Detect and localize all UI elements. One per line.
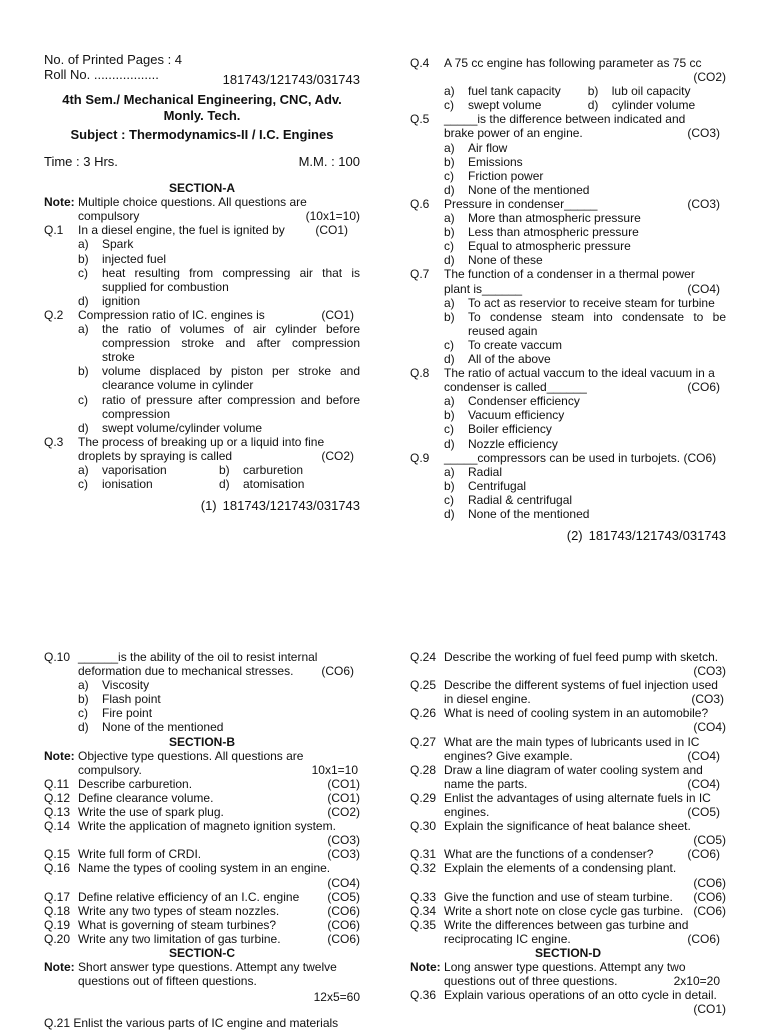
question-text: Write the differences between gas turbine and [444, 917, 689, 932]
question-number: Q.36 [410, 988, 437, 1003]
option-letter: d) [444, 436, 455, 451]
course-outcome: (CO3) [693, 664, 726, 679]
question-number: Q.5 [410, 112, 430, 127]
question-number: Q.32 [410, 861, 437, 876]
option-text: Radial & centrifugal [468, 492, 573, 507]
question-text: The function of a condenser in a thermal power [444, 267, 695, 282]
question-number: Q.3 [44, 434, 64, 449]
course-outcome: (CO3) [691, 692, 724, 707]
question-5-options [444, 141, 726, 197]
question-number: Q.27 [410, 734, 437, 749]
option-letter: d) [587, 98, 599, 113]
option-letter: b) [444, 154, 455, 169]
semester-text: 4th Sem./ Mechanical Engineering, CNC, Adv. [62, 92, 342, 107]
option-letter: c) [444, 239, 454, 254]
option-text: None of these [468, 253, 543, 268]
question-text: Enlist the advantages of using alternate fuels in IC [444, 790, 711, 805]
question-text-2: reciprocating IC engine. [444, 931, 571, 946]
course-outcome: (CO3) [687, 196, 720, 211]
question-3-options [78, 463, 360, 491]
option-text: ionisation [102, 477, 153, 492]
roll-no: Roll No. .................. [44, 67, 159, 82]
question-number: Q.7 [410, 267, 430, 282]
question-5 [410, 112, 726, 140]
option-text: lub oil capacity [611, 84, 691, 99]
option-text: ratio of pressure after compression and before compression [102, 392, 360, 421]
option-text: Viscosity [102, 678, 150, 693]
section-a-title: SECTION-A [169, 181, 235, 196]
course-outcome: (CO6) [327, 917, 360, 932]
note-marks: 12x5=60 [313, 990, 360, 1005]
option-letter: d) [444, 253, 455, 268]
course-outcome: (CO6) [327, 903, 360, 918]
question-34 [410, 904, 726, 918]
paper-code: 181743/121743/031743 [222, 72, 360, 87]
page-4 [410, 650, 726, 1016]
option-text: heat resulting from compressing air that is supplied for combustion [102, 265, 360, 294]
note-label: Note: [410, 960, 441, 975]
question-text: ______is the ability of the oil to resist internal [78, 650, 318, 664]
option-text: Emissions [468, 154, 523, 169]
question-21-partial: Q.21 Enlist the various parts of IC engine and materials [44, 1016, 339, 1030]
question-number: Q.16 [44, 861, 71, 876]
question-text: In a diesel engine, the fuel is ignited by [78, 223, 285, 238]
question-number: Q.2 [44, 307, 64, 322]
note-text-2: questions out of fifteen questions. [78, 974, 257, 989]
option-text: fuel tank capacity [468, 84, 561, 99]
question-number: Q.28 [410, 762, 437, 777]
question-24 [410, 650, 726, 678]
course-outcome: (CO4) [693, 720, 726, 735]
question-31 [410, 847, 726, 861]
question-number: Q.9 [410, 450, 430, 465]
question-text: What are the functions of a condenser? [444, 847, 654, 862]
section-b-title: SECTION-B [169, 734, 235, 749]
option-letter: c) [444, 492, 454, 507]
option-text: To condense steam into condensate to be reused again [468, 309, 726, 338]
option-letter: d) [219, 477, 230, 492]
course-outcome: (CO6) [327, 931, 360, 946]
question-number: Q.29 [410, 790, 437, 805]
question-number: Q.12 [44, 790, 71, 805]
question-number: Q.31 [410, 847, 437, 862]
course-outcome: (CO1) [327, 790, 360, 805]
option-letter: b) [78, 364, 89, 379]
page-3 [44, 650, 360, 1004]
option-letter: c) [78, 265, 88, 280]
question-text-2: in diesel engine. [444, 692, 531, 707]
option-text: cylinder volume [611, 98, 696, 113]
question-text-2: plant is______ [444, 281, 523, 296]
question-15 [44, 847, 360, 861]
option-text: Less than atmospheric pressure [468, 225, 639, 240]
option-letter: b) [78, 251, 89, 266]
page-number: (2) [566, 528, 583, 544]
course-outcome: (CO2) [321, 448, 354, 463]
course-outcome: (CO1) [321, 307, 354, 322]
note-text-2: compulsory [78, 209, 140, 224]
question-7-options [444, 296, 726, 366]
option-text: volume displaced by piston per stroke and clearance volume in cylinder [102, 364, 360, 393]
question-text: Explain various operations of an otto cycle in detail. [444, 988, 717, 1003]
question-text: Pressure in condenser_____ [444, 196, 598, 211]
question-text-2: engines. [444, 805, 490, 820]
option-letter: c) [78, 477, 88, 492]
question-11 [44, 777, 360, 791]
option-letter: d) [444, 182, 455, 197]
question-8 [410, 366, 726, 394]
option-letter: b) [78, 692, 89, 707]
question-number: Q.24 [410, 650, 437, 664]
option-text: vaporisation [102, 462, 167, 477]
semester-line [44, 92, 360, 143]
question-text-2: brake power of an engine. [444, 126, 583, 141]
question-25 [410, 678, 726, 706]
page-footer [44, 499, 360, 513]
question-text: Explain the elements of a condensing plant. [444, 861, 677, 876]
question-text-2: engines? Give example. [444, 748, 573, 763]
footer-code: 181743/121743/031743 [588, 528, 726, 544]
question-number: Q.13 [44, 805, 71, 820]
option-text: To create vaccum [468, 337, 563, 352]
question-text: Explain the significance of heat balance sheet. [444, 819, 691, 834]
option-letter: d) [78, 720, 89, 735]
option-letter: a) [78, 462, 89, 477]
semester-text-2: Monly. Tech. [163, 108, 241, 123]
question-text: Write full form of CRDI. [78, 847, 202, 862]
question-7 [410, 267, 726, 295]
option-text: Flash point [102, 692, 161, 707]
option [78, 266, 360, 294]
note-marks: (10x1=10) [305, 209, 360, 224]
note-text: Long answer type questions. Attempt any two [444, 960, 686, 975]
option-text: Equal to atmospheric pressure [468, 239, 631, 254]
question-number: Q.25 [410, 678, 437, 693]
option-letter: a) [444, 140, 455, 155]
course-outcome: (CO2) [327, 805, 360, 820]
option-letter: b) [219, 462, 230, 477]
question-18 [44, 904, 360, 918]
course-outcome: (CO5) [327, 889, 360, 904]
question-text: What is governing of steam turbines? [78, 917, 277, 932]
question-text: What are the main types of lubricants used in IC [444, 734, 700, 749]
option-letter: c) [444, 168, 454, 183]
subject-title: Subject : Thermodynamics-II / I.C. Engines [70, 127, 334, 142]
option-letter: a) [78, 237, 89, 252]
question-text: _____is the difference between indicated and [444, 112, 686, 127]
section-d-title: SECTION-D [535, 945, 601, 960]
option [78, 294, 360, 308]
page-1 [44, 52, 360, 513]
max-marks: M.M. : 100 [298, 154, 360, 169]
option-text: All of the above [468, 351, 551, 366]
question-text: Define relative efficiency of an I.C. engine [78, 889, 300, 904]
option-letter: a) [444, 394, 455, 409]
question-4-options [444, 84, 726, 112]
option [78, 393, 360, 421]
option-text: Nozzle efficiency [468, 436, 558, 451]
option-letter: b) [444, 478, 455, 493]
option-text: None of the mentioned [102, 720, 224, 735]
question-number: Q.35 [410, 917, 437, 932]
option-letter: d) [78, 293, 89, 308]
course-outcome: (CO6) [687, 380, 720, 395]
question-2 [44, 308, 360, 322]
question-text: Describe carburetion. [78, 776, 193, 791]
question-number: Q.14 [44, 819, 71, 834]
question-number: Q.4 [410, 56, 430, 70]
option-text: swept volume/cylinder volume [102, 420, 263, 435]
question-number: Q.33 [410, 889, 437, 904]
option-letter: c) [444, 422, 454, 437]
question-number: Q.18 [44, 903, 71, 918]
question-10-options [78, 678, 360, 734]
option-text: Air flow [468, 140, 508, 155]
option-letter: c) [78, 706, 88, 721]
question-16 [44, 861, 360, 889]
printed-pages: No. of Printed Pages : 4 [44, 52, 183, 67]
question-20 [44, 932, 360, 946]
option-text: More than atmospheric pressure [468, 211, 641, 226]
question-text: A 75 cc engine has following parameter as 75 cc [444, 56, 702, 70]
option-letter: b) [444, 408, 455, 423]
question-text: Give the function and use of steam turbine. [444, 889, 673, 904]
question-1-options [78, 237, 360, 307]
option-text: Centrifugal [468, 478, 527, 493]
option-letter: a) [444, 211, 455, 226]
section-c-note [44, 960, 360, 1004]
note-marks: 2x10=20 [673, 974, 720, 989]
question-32 [410, 861, 726, 889]
question-3 [44, 435, 360, 463]
option-text: swept volume [468, 98, 542, 113]
course-outcome: (CO6) [693, 903, 726, 918]
question-35 [410, 918, 726, 946]
question-9-options [444, 465, 726, 521]
section-a-note [44, 195, 360, 223]
option-text: Spark [102, 237, 134, 252]
option-letter: a) [78, 678, 89, 693]
question-text-2: deformation due to mechanical stresses. [78, 664, 294, 679]
option-text: None of the mentioned [468, 507, 590, 521]
option-text: To act as reservior to receive steam for turbine [468, 295, 715, 310]
course-outcome: (CO4) [327, 875, 360, 890]
question-6 [410, 197, 726, 211]
option-text: Condenser efficiency [468, 394, 580, 409]
question-number: Q.6 [410, 196, 430, 211]
option-text: Radial [468, 464, 503, 479]
question-number: Q.10 [44, 650, 71, 664]
question-4 [410, 56, 726, 84]
question-10 [44, 650, 360, 678]
option-text: None of the mentioned [468, 182, 590, 197]
option-letter: d) [444, 507, 455, 521]
course-outcome: (CO5) [687, 805, 720, 820]
section-b-questions [44, 777, 360, 946]
question-28 [410, 763, 726, 791]
time: Time : 3 Hrs. [44, 154, 118, 169]
note-label: Note: [44, 195, 75, 210]
course-outcome: (CO1) [327, 776, 360, 791]
course-outcome: (CO4) [687, 748, 720, 763]
option-text: atomisation [243, 477, 305, 492]
question-number: Q.26 [410, 706, 437, 721]
question-29 [410, 791, 726, 819]
question-2-options [78, 322, 360, 435]
note-text: Short answer type questions. Attempt any twelve [78, 960, 337, 975]
question-text: Describe the different systems of fuel injection used [444, 678, 718, 693]
question-17 [44, 890, 360, 904]
option-text: carburetion [243, 462, 304, 477]
option-letter: a) [78, 322, 89, 337]
footer-code: 181743/121743/031743 [222, 498, 360, 514]
question-number: Q.30 [410, 819, 437, 834]
note-text-2: questions out of three questions. [444, 974, 618, 989]
course-outcome: (CO3) [327, 847, 360, 862]
question-33 [410, 890, 726, 904]
option-letter: a) [444, 295, 455, 310]
section-b-note [44, 749, 360, 777]
option-letter: c) [444, 337, 454, 352]
course-outcome: (CO6) [693, 889, 726, 904]
course-outcome: (CO4) [687, 281, 720, 296]
option-text: ignition [102, 293, 141, 308]
question-text-2: name the parts. [444, 776, 528, 791]
question-text: Write the application of magneto ignition system. [78, 819, 336, 834]
question-number: Q.19 [44, 917, 71, 932]
question-30 [410, 819, 726, 847]
question-9 [410, 451, 726, 465]
question-text: Write any two types of steam nozzles. [78, 903, 280, 918]
option-letter: a) [444, 464, 455, 479]
option [78, 421, 360, 435]
question-text-2: droplets by spraying is called [78, 448, 233, 463]
note-text-2: compulsory. [78, 762, 142, 777]
course-outcome: (CO3) [687, 126, 720, 141]
option-letter: d) [444, 351, 455, 366]
question-14 [44, 819, 360, 847]
option-text: injected fuel [102, 251, 167, 266]
question-text: What is need of cooling system in an automobile? [444, 706, 709, 721]
question-13 [44, 805, 360, 819]
option-letter: d) [78, 420, 89, 435]
option-text: Fire point [102, 706, 153, 721]
question-8-options [444, 394, 726, 450]
question-text: _____compressors can be used in turbojets. (CO6) [444, 450, 717, 465]
page-2 [410, 56, 726, 543]
section-c-title: SECTION-C [169, 945, 235, 960]
page-footer [410, 529, 726, 543]
question-text: Draw a line diagram of water cooling system and [444, 762, 703, 777]
time-marks-row [44, 155, 360, 169]
section-d-note [410, 960, 726, 988]
question-27 [410, 735, 726, 763]
question-number: Q.8 [410, 366, 430, 381]
course-outcome: (CO5) [693, 833, 726, 848]
course-outcome: (CO6) [687, 847, 720, 862]
option-text: Vacuum efficiency [468, 408, 565, 423]
option-letter: b) [444, 225, 455, 240]
note-label: Note: [44, 748, 75, 763]
option-text: the ratio of volumes of air cylinder before compression stroke and after compression stroke [102, 322, 360, 365]
question-text: Name the types of cooling system in an engine. [78, 861, 331, 876]
option [78, 237, 360, 251]
question-36 [410, 988, 726, 1016]
question-26 [410, 706, 726, 734]
option [78, 322, 360, 364]
paper-header [44, 52, 360, 87]
course-outcome: (CO1) [693, 1002, 726, 1017]
course-outcome: (CO6) [687, 931, 720, 946]
course-outcome: (CO6) [321, 664, 354, 679]
note-text: Multiple choice questions. All questions are [78, 195, 307, 210]
option-letter: c) [444, 98, 454, 113]
question-text: The ratio of actual vaccum to the ideal vacuum in a [444, 366, 715, 381]
option-text: Boiler efficiency [468, 422, 552, 437]
page-number: (1) [200, 498, 217, 514]
option-letter: c) [78, 392, 88, 407]
course-outcome: (CO3) [327, 833, 360, 848]
course-outcome: (CO4) [687, 776, 720, 791]
question-1 [44, 223, 360, 237]
option-letter: a) [444, 84, 455, 99]
question-number: Q.34 [410, 903, 437, 918]
question-12 [44, 791, 360, 805]
course-outcome: (CO6) [693, 875, 726, 890]
question-number: Q.17 [44, 889, 71, 904]
question-text: The process of breaking up or a liquid into fine [78, 434, 325, 449]
note-label: Note: [44, 960, 75, 975]
question-text: Compression ratio of IC. engines is [78, 307, 265, 322]
question-number: Q.15 [44, 847, 71, 862]
question-text: Describe the working of fuel feed pump with sketch. [444, 650, 719, 664]
question-text: Write any two limitation of gas turbine. [78, 931, 281, 946]
option-letter: b) [444, 309, 455, 324]
question-19 [44, 918, 360, 932]
option [78, 364, 360, 392]
question-number: Q.11 [44, 776, 70, 791]
question-text: Write the use of spark plug. [78, 805, 224, 820]
option-letter: b) [587, 84, 599, 99]
question-text-2: condenser is called______ [444, 380, 587, 395]
note-marks: 10x1=10 [311, 762, 358, 777]
question-text: Define clearance volume. [78, 790, 214, 805]
option-text: Friction power [468, 168, 544, 183]
option [78, 252, 360, 266]
question-text: Write a short note on close cycle gas turbine. [444, 903, 684, 918]
question-number: Q.1 [44, 223, 64, 238]
question-number: Q.20 [44, 931, 71, 946]
course-outcome: (CO2) [693, 70, 726, 85]
note-text: Objective type questions. All questions are [78, 748, 304, 763]
question-6-options [444, 211, 726, 267]
course-outcome: (CO1) [315, 223, 348, 238]
